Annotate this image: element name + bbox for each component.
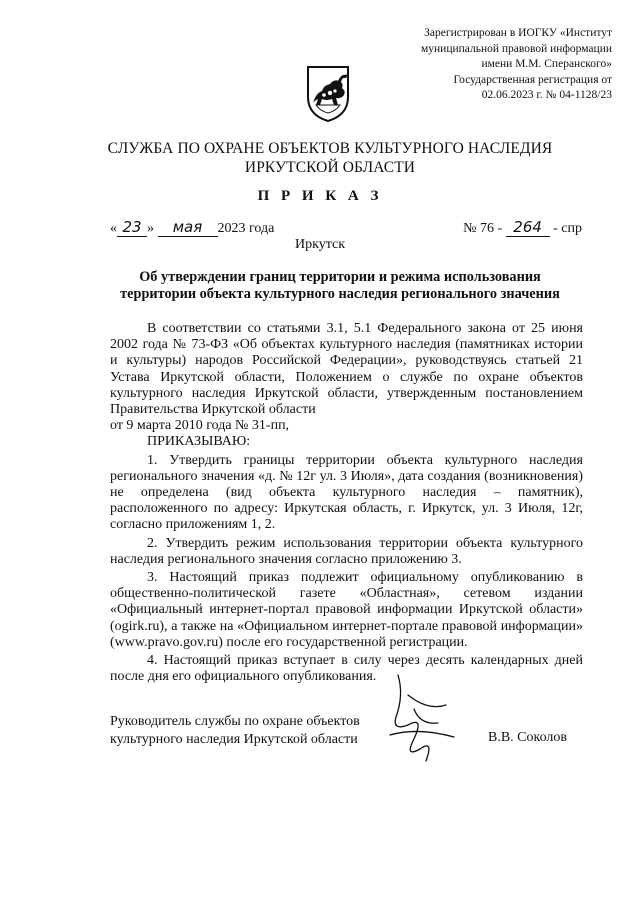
registration-line: имени М.М. Сперанского» <box>481 58 612 70</box>
order-subject <box>100 269 580 303</box>
order-item: 4. Настоящий приказ вступает в силу через десять календарных дней после дня его официального опубликования. <box>110 653 583 685</box>
signatory-name: В.В. Соколов <box>488 730 568 745</box>
position-line: Руководитель службы по охране объектов <box>110 714 360 729</box>
date-day: 23 <box>117 218 147 237</box>
number-value: 264 <box>506 218 550 237</box>
order-body <box>110 321 583 685</box>
subject-line: территории объекта культурного наследия регионального значения <box>120 286 560 302</box>
registration-line: Государственная регистрация от <box>453 73 612 86</box>
quote-mark: » <box>147 221 154 236</box>
organization-line: ИРКУТСКОЙ ОБЛАСТИ <box>244 159 416 176</box>
subject-line: Об утверждении границ территории и режима использования <box>139 269 541 285</box>
registration-stamp <box>372 26 612 104</box>
preamble-paragraph: В соответствии со статьями 3.1, 5.1 Федерального закона от 25 июня 2002 года № 73-ФЗ «Об объектах культурного наследия (памятниках истории и культуры) народов Российской Федерации», руководствуясь статьей 21 Устава Иркутской области, Положением о службе по охране объектов культурного наследия Иркутской области, утвержденным постановлением Правительства Иркутской области <box>110 321 583 418</box>
registration-line: 02.06.2023 г. № 04-1128/23 <box>481 89 612 101</box>
order-word: ПРИКАЗЫВАЮ: <box>147 434 251 450</box>
quote-mark: « <box>110 221 117 236</box>
order-item: 2. Утвердить режим использования территории объекта культурного наследия регионального значения согласно приложению 3. <box>110 535 583 567</box>
registration-line: Зарегистрирован в ИОГКУ «Институт <box>424 27 612 39</box>
order-title: П Р И К А З <box>257 188 383 204</box>
date-month: мая <box>158 218 218 237</box>
signatory-position <box>110 713 360 749</box>
city: Иркутск <box>294 237 346 252</box>
position-line: культурного наследия Иркутской области <box>110 732 358 747</box>
organization-line: СЛУЖБА ПО ОХРАНЕ ОБЪЕКТОВ КУЛЬТУРНОГО НАСЛЕДИЯ <box>107 140 553 157</box>
order-date <box>110 218 274 237</box>
number-prefix: № 76 - <box>463 221 503 236</box>
handwritten-signature <box>368 665 478 775</box>
date-year: 2023 года <box>217 221 275 236</box>
order-item: 3. Настоящий приказ подлежит официальному опубликованию в общественно-политической газете «Областная», сетевом издании «Официальный интернет-портал правовой информации Иркутской области» (ogirk.ru), а также на «Официальном интернет-портале правовой информации» (www.pravo.gov.ru) после его государственной регистрации. <box>110 570 583 650</box>
organization-name <box>80 139 580 177</box>
irkutsk-coat-of-arms-icon <box>304 63 352 123</box>
preamble-tail: от 9 марта 2010 года № 31-пп, <box>110 418 290 434</box>
number-suffix: - спр <box>553 221 582 236</box>
order-number <box>463 218 582 237</box>
order-item: 1. Утвердить границы территории объекта культурного наследия регионального значения «д. № 12г ул. 3 Июля», дата создания (возникновения) не определена (вид объекта культурного наследия – памятник), расположенного по адресу: Иркутская область, г. Иркутск, ул. 3 Июля, 12г, согласно приложениям 1, 2. <box>110 452 583 533</box>
registration-line: муниципальной правовой информации <box>420 42 612 55</box>
